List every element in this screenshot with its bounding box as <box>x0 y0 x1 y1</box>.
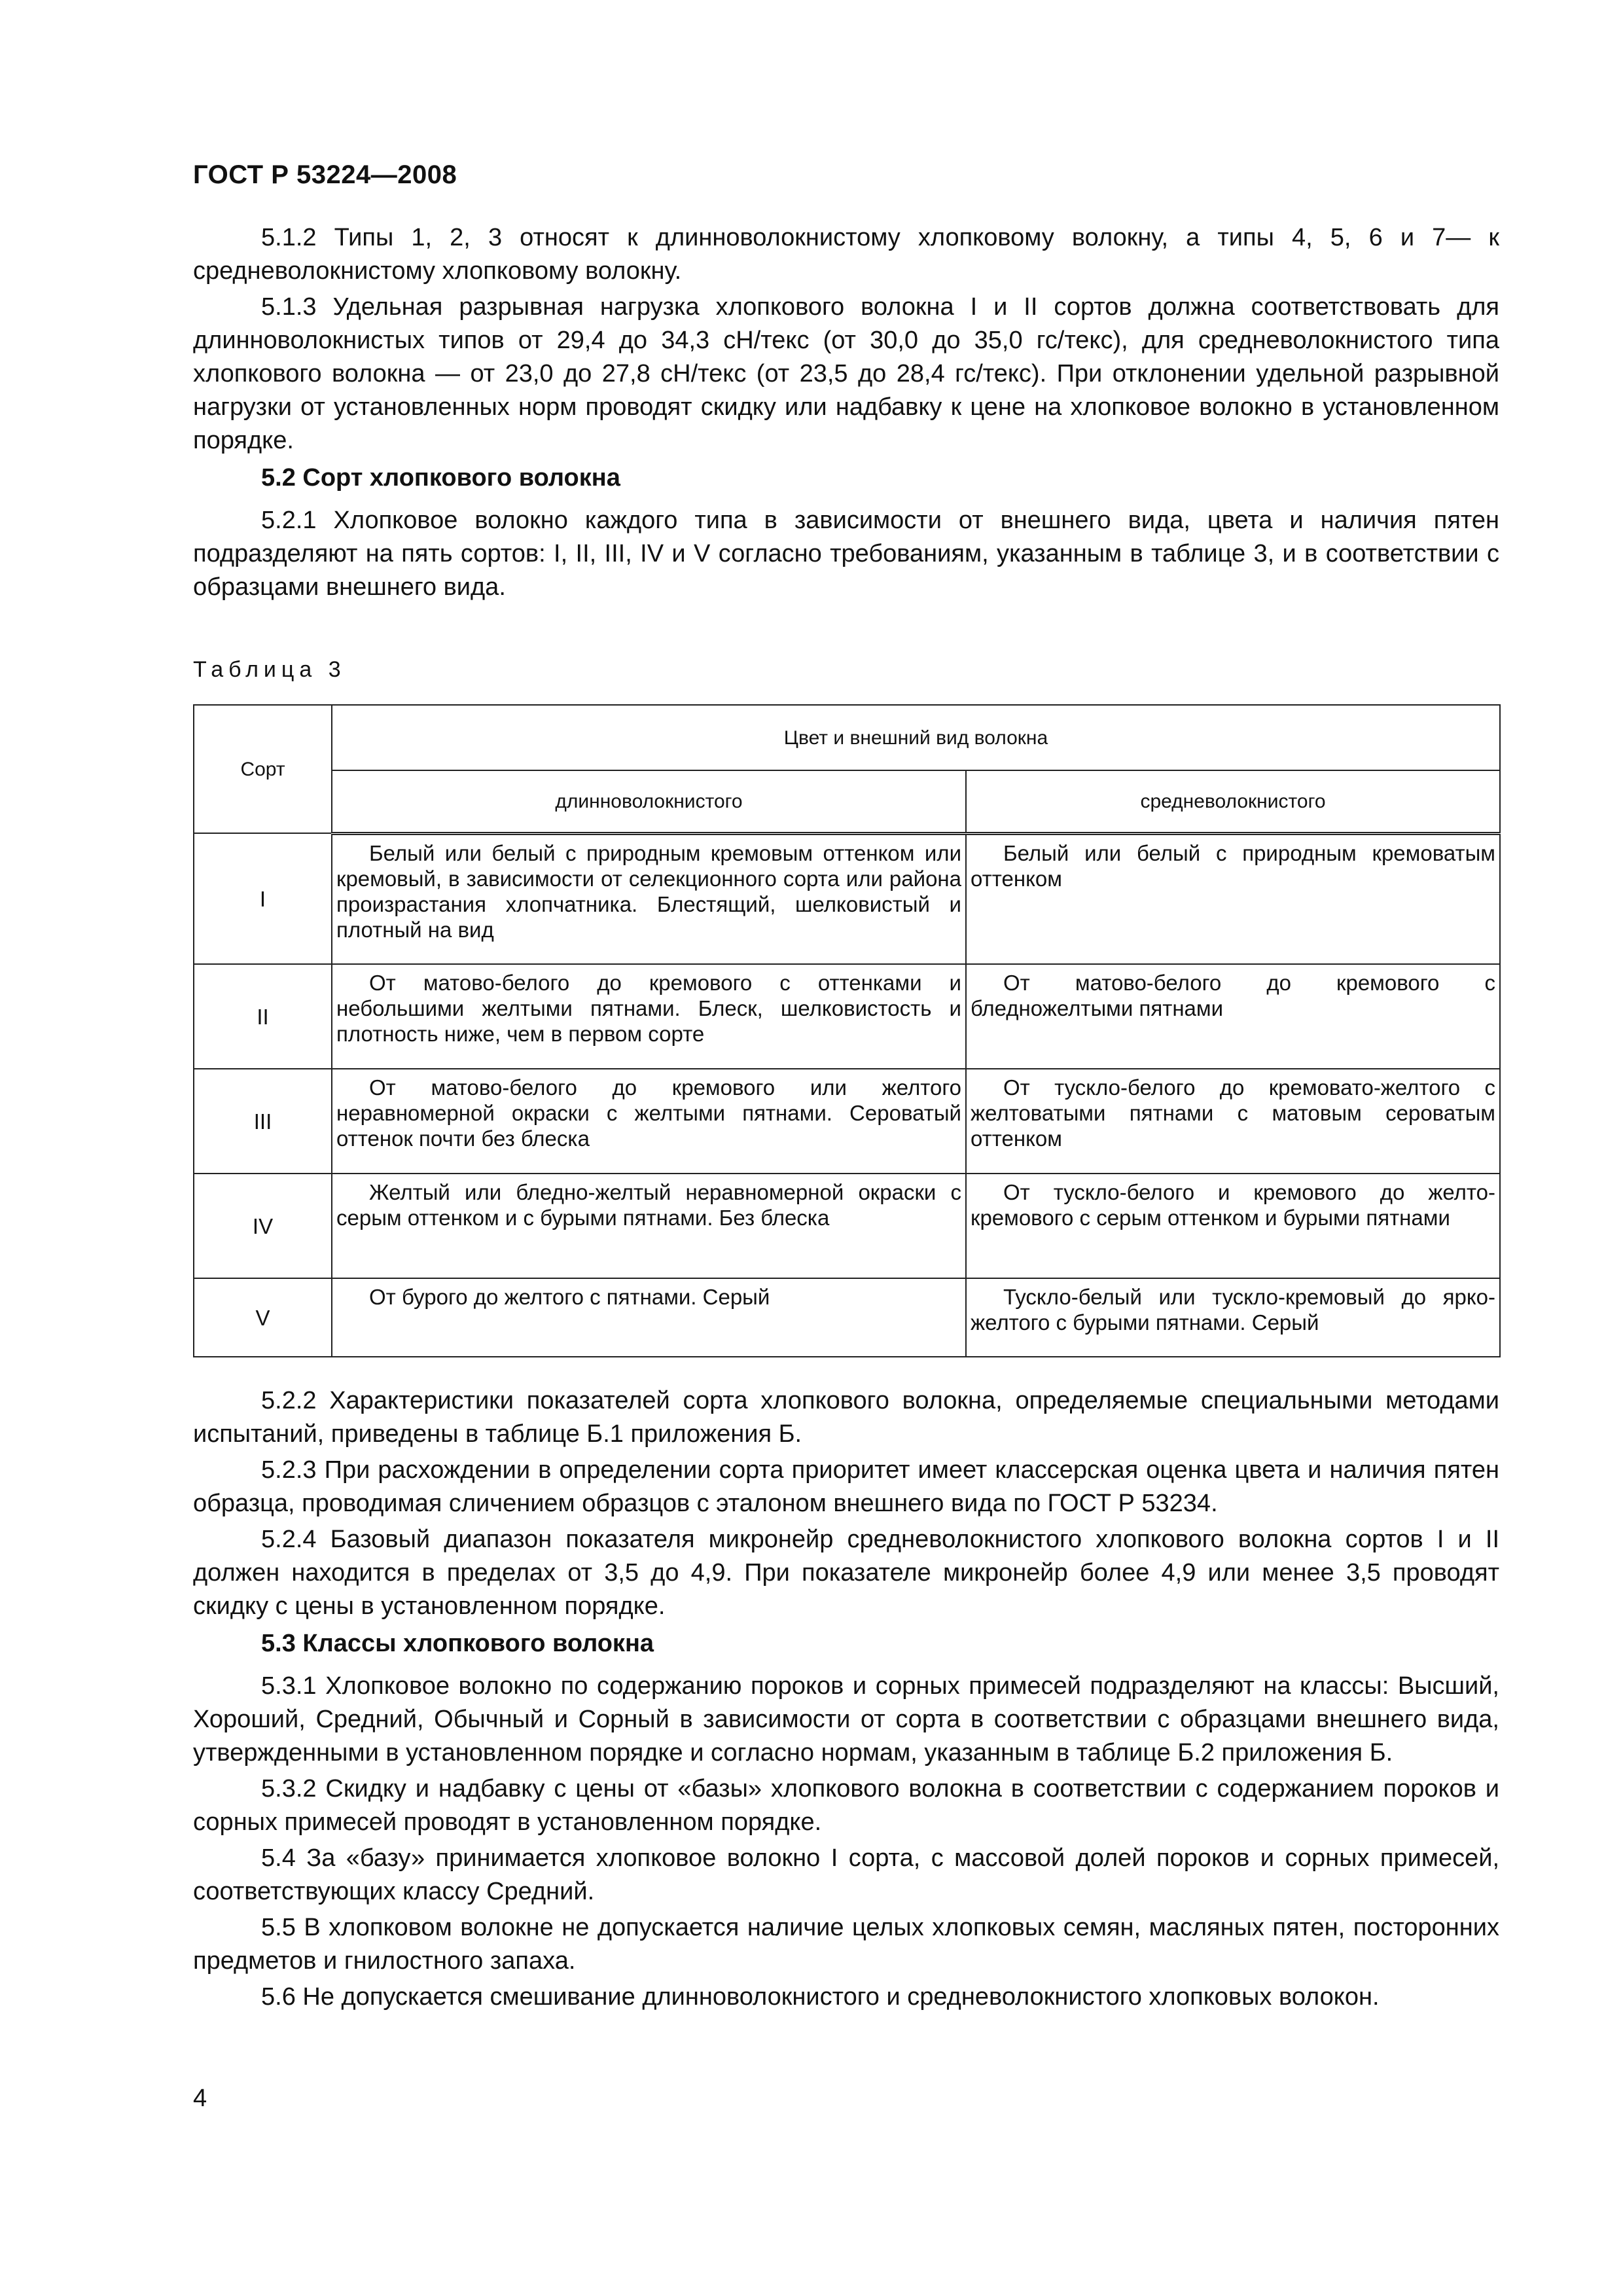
table-row <box>194 833 1500 964</box>
paragraph-5-2-1: 5.2.1 Хлопковое волокно каждого типа в зависимости от внешнего вида, цвета и наличия пятен подразделяют на пять сортов: I, II, III, IV и V согласно требованиям, указанным в таблице 3, и в соответствии с образцами внешнего вида. <box>193 507 1499 601</box>
grade-cell: II <box>194 964 332 1069</box>
long-fiber-cell: Белый или белый с природным кремовым оттенком или кремовый, в зависимости от селекционного сорта или района произрастания хлопчатника. Блестящий, шелковистый и плотный на вид <box>332 833 966 964</box>
paragraph-5-2-3: 5.2.3 При расхождении в определении сорта приоритет имеет классерская оценка цвета и наличия пятен образца, проводимая сличением образцов с эталоном внешнего вида по ГОСТ Р 53234. <box>193 1456 1499 1517</box>
grade-cell: III <box>194 1069 332 1174</box>
paragraph-5-4: 5.4 За «базу» принимается хлопковое волокно I сорта, с массовой долей пороков и сорных примесей, соответствующих классу Средний. <box>193 1844 1499 1905</box>
medium-fiber-cell: От матово-белого до кремового с бледножелтыми пятнами <box>966 964 1500 1069</box>
document-header: ГОСТ Р 53224—2008 <box>193 160 457 189</box>
table-row <box>194 1278 1500 1357</box>
long-fiber-cell: От матово-белого до кремового с оттенками и небольшими желтыми пятнами. Блеск, шелковистость и плотность ниже, чем в первом сорте <box>332 964 966 1069</box>
long-fiber-cell: Желтый или бледно-желтый неравномерной окраски с серым оттенком и с бурыми пятнами. Без блеска <box>332 1174 966 1278</box>
intro-block <box>193 221 1499 607</box>
post-table-block <box>193 1384 1499 2017</box>
column-header-grade: Сорт <box>194 705 332 833</box>
paragraph-5-1-3: 5.1.3 Удельная разрывная нагрузка хлопкового волокна I и II сортов должна соответствовать для длинноволокнистых типов от 29,4 до 34,3 сН/текс (от 30,0 до 35,0 гс/текс), для средневолокнистого типа хлопкового волокна — от 23,0 до 27,8 сН/текс (от 23,5 до 28,4 гс/текс). При отклонении удельной разрывной нагрузки от установленных норм проводят скидку или надбавку к цене на хлопковое волокно в установленном порядке. <box>193 293 1499 454</box>
paragraph-5-5: 5.5 В хлопковом волокне не допускается наличие целых хлопковых семян, масляных пятен, посторонних предметов и гнилостного запаха. <box>193 1914 1499 1975</box>
medium-fiber-cell: От тускло-белого до кремовато-желтого с желтоватыми пятнами с матовым сероватым оттенком <box>966 1069 1500 1174</box>
paragraph-5-3-1: 5.3.1 Хлопковое волокно по содержанию пороков и сорных примесей подразделяют на классы: Высший, Хороший, Средний, Обычный и Сорный в зависимости от сорта в соответствии с образцами внешнего вида, утвержденными в установленном порядке и согласно нормам, указанным в таблице Б.2 приложения Б. <box>193 1672 1499 1767</box>
page-number: 4 <box>193 2085 207 2112</box>
table-title: Таблица 3 <box>193 657 346 682</box>
long-fiber-cell: От бурого до желтого с пятнами. Серый <box>332 1278 966 1357</box>
grade-cell: V <box>194 1278 332 1357</box>
section-heading-5-2: 5.2 Сорт хлопкового волокна <box>261 464 620 492</box>
paragraph-5-6: 5.6 Не допускается смешивание длинноволокнистого и средневолокнистого хлопковых волокон. <box>261 1983 1380 2011</box>
grade-table <box>193 704 1501 1357</box>
table-row <box>194 1069 1500 1174</box>
medium-fiber-cell: От тускло-белого и кремового до желто-кремового с серым оттенком и бурыми пятнами <box>966 1174 1500 1278</box>
paragraph-5-2-2: 5.2.2 Характеристики показателей сорта хлопкового волокна, определяемые специальными методами испытаний, приведены в таблице Б.1 приложения Б. <box>193 1387 1499 1448</box>
medium-fiber-cell: Тускло-белый или тускло-кремовый до ярко-желтого с бурыми пятнами. Серый <box>966 1278 1500 1357</box>
table-row <box>194 964 1500 1069</box>
grade-cell: I <box>194 833 332 964</box>
medium-fiber-cell: Белый или белый с природным кремоватым оттенком <box>966 833 1500 964</box>
section-heading-5-3: 5.3 Классы хлопкового волокна <box>261 1630 654 1657</box>
column-header-medium: средневолокнистого <box>966 770 1500 833</box>
table-row <box>194 1174 1500 1278</box>
long-fiber-cell: От матово-белого до кремового или желтого неравномерной окраски с желтыми пятнами. Сероватый оттенок почти без блеска <box>332 1069 966 1174</box>
column-header-group: Цвет и внешний вид волокна <box>332 705 1500 770</box>
paragraph-5-1-2: 5.1.2 Типы 1, 2, 3 относят к длинноволокнистому хлопковому волокну, а типы 4, 5, 6 и 7— к средневолокнистому хлопковому волокну. <box>193 224 1499 285</box>
paragraph-5-3-2: 5.3.2 Скидку и надбавку с цены от «базы» хлопкового волокна в соответствии с содержанием пороков и сорных примесей проводят в установленном порядке. <box>193 1775 1499 1836</box>
grade-cell: IV <box>194 1174 332 1278</box>
column-header-long: длинноволокнистого <box>332 770 966 833</box>
paragraph-5-2-4: 5.2.4 Базовый диапазон показателя микронейр средневолокнистого хлопкового волокна сортов I и II должен находится в пределах от 3,5 до 4,9. При показателе микронейр более 4,9 или менее 3,5 проводят скидку с цены в установленном порядке. <box>193 1526 1499 1620</box>
